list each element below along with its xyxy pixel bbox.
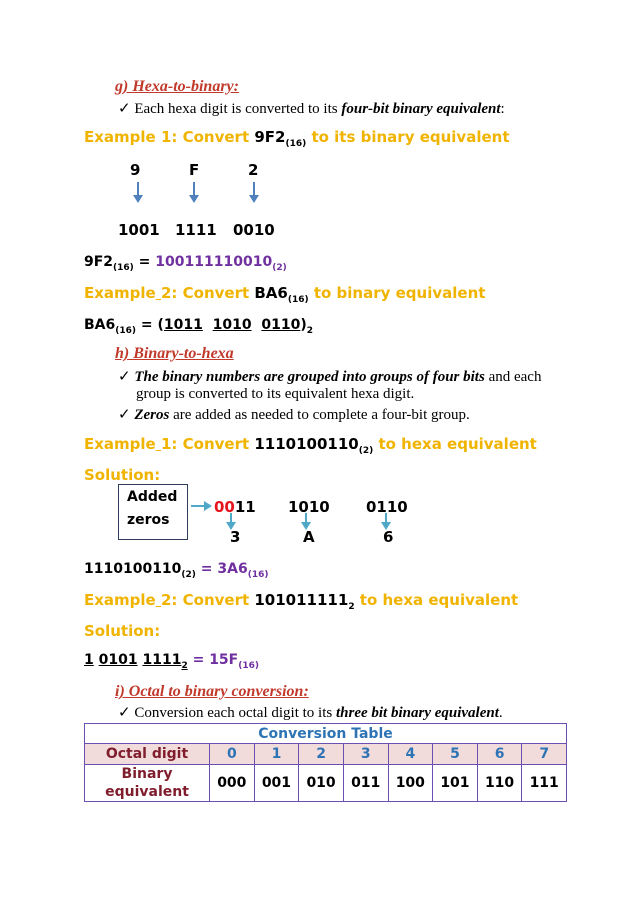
- hex-digit-3: 2: [248, 161, 259, 179]
- check-icon: ✓: [118, 101, 131, 117]
- binary-cell: 011: [343, 765, 388, 802]
- check-icon: ✓: [118, 369, 131, 385]
- octal-cell: 7: [522, 744, 567, 765]
- binary-cell: 100: [388, 765, 433, 802]
- right-arrow-icon: [190, 500, 214, 514]
- hex-result-digit-3: 6: [383, 528, 394, 546]
- section-i-bullet: ✓ Conversion each octal digit to its three bit binary equivalent.: [118, 705, 503, 721]
- hex-result-digit-1: 3: [230, 528, 241, 546]
- binary-cell: 000: [210, 765, 255, 802]
- hex-digit-2: F: [189, 161, 200, 179]
- section-h-bullet-1: ✓ The binary numbers are grouped into groups of four bits and each: [118, 369, 542, 385]
- example2-bin-title: Example 2: Convert $101011111_2$ to hexa equivalent: [84, 591, 519, 612]
- down-arrow-icon: [188, 181, 202, 205]
- row-label-octal: Octal digit: [85, 744, 210, 765]
- section-h-bullet-2: ✓ Zeros are added as needed to complete a four-bit group.: [118, 407, 470, 423]
- check-icon: ✓: [118, 705, 131, 721]
- section-h-bullet-1-cont: group is converted to its equivalent hexa digit.: [136, 386, 415, 402]
- binary-group-1: 1001: [118, 221, 160, 239]
- octal-cell: 2: [299, 744, 344, 765]
- section-g-bullet: ✓ Each hexa digit is converted to its four-bit binary equivalent:: [118, 101, 505, 117]
- section-h-heading: h) Binary-to-hexa: [115, 345, 234, 362]
- bin-group-2: 1010: [288, 498, 330, 516]
- hex-result-digit-2: A: [303, 528, 315, 546]
- row-label-binary: Binary equivalent: [85, 765, 210, 802]
- octal-cell: 5: [433, 744, 478, 765]
- example2-bin-solution: Solution:: [84, 622, 161, 640]
- binary-cell: 001: [254, 765, 299, 802]
- example1-hex-title: Example 1: Convert $9F2_{(16)}$ to its binary equivalent: [84, 128, 510, 149]
- binary-cell: 101: [433, 765, 478, 802]
- bin-group-1: 0011: [214, 498, 256, 516]
- check-icon: ✓: [118, 407, 131, 423]
- binary-cell: 111: [522, 765, 567, 802]
- example1-bin-result: $1110100110_{(2)} = 3A6_{(16)}$: [84, 561, 269, 580]
- section-i-heading: i) Octal to binary conversion:: [115, 683, 309, 700]
- example1-bin-solution: Solution:: [84, 466, 161, 484]
- binary-cell: 110: [477, 765, 522, 802]
- table-title: Conversion Table: [85, 724, 567, 744]
- down-arrow-icon: [132, 181, 146, 205]
- octal-cell: 0: [210, 744, 255, 765]
- octal-cell: 1: [254, 744, 299, 765]
- added-zeros-box: Added zeros: [118, 484, 188, 540]
- example1-bin-title: Example 1: Convert $1110100110_{(2)}$ to hexa equivalent: [84, 435, 537, 456]
- octal-cell: 3: [343, 744, 388, 765]
- hex-digit-1: 9: [130, 161, 141, 179]
- bin-group-3: 0110: [366, 498, 408, 516]
- example2-hex-title: Example 2: Convert $BA6_{(16)}$ to binary equivalent: [84, 284, 486, 305]
- conversion-table: [84, 723, 567, 802]
- binary-group-2: 1111: [175, 221, 217, 239]
- example2-bin-result: 1 0101 $1111_2 = 15F_{(16)}$: [84, 652, 259, 671]
- table-row-binary: [85, 765, 567, 802]
- table-row-octal: [85, 744, 567, 765]
- section-g-heading: g) Hexa-to-binary:: [115, 78, 239, 95]
- octal-cell: 6: [477, 744, 522, 765]
- down-arrow-icon: [248, 181, 262, 205]
- binary-group-3: 0010: [233, 221, 275, 239]
- binary-cell: 010: [299, 765, 344, 802]
- example1-hex-result: $9F2_{(16)} = 100111110010_{(2)}$: [84, 254, 287, 273]
- octal-cell: 4: [388, 744, 433, 765]
- example2-hex-result: $BA6_{(16)} = (1011$ 1010 $0110)_2$: [84, 317, 313, 336]
